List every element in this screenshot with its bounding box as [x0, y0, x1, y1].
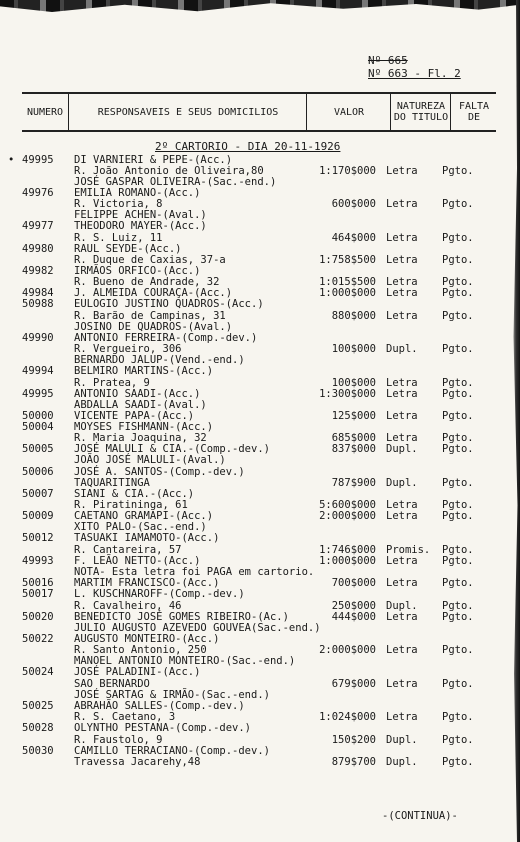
entry-value: 100$000 — [331, 343, 376, 355]
entry-text: R. S. Caetano, 3 — [74, 711, 176, 723]
entry-status: Pgto. — [442, 756, 474, 768]
entry-value: 150$200 — [331, 734, 376, 746]
entry-text: R. Victoria, 8 — [74, 198, 163, 210]
entry-text: TAQUARITINGA — [74, 477, 150, 489]
entry-value: 1:024$000 — [319, 711, 376, 723]
entry-type: Letra — [386, 644, 418, 656]
entry-text: R. Vergueiro, 306 — [74, 343, 182, 355]
entry-type: Letra — [386, 254, 418, 266]
entry-type: Dupl. — [386, 600, 418, 612]
entry-number: 49977 — [22, 220, 54, 232]
column-falta: FALTA DE — [450, 94, 497, 130]
entry-type: Dupl. — [386, 477, 418, 489]
entry-value: 1:000$000 — [319, 287, 376, 299]
column-valor: VALOR — [306, 94, 391, 130]
entry-type: Letra — [386, 165, 418, 177]
entry-status: Pgto. — [442, 410, 474, 422]
entry-text: R. Pratea, 9 — [74, 377, 150, 389]
entry-text: JOSÉ SARTAG & IRMÃO-(Sac.-end.) — [74, 689, 270, 701]
column-natureza: NATUREZA DO TITULO — [390, 94, 451, 130]
entry-type: Letra — [386, 678, 418, 690]
entry-status: Pgto. — [442, 499, 474, 511]
entry-number: 50017 — [22, 588, 54, 600]
entry-number: 50988 — [22, 298, 54, 310]
entry-type: Dupl. — [386, 443, 418, 455]
entry-value: 100$000 — [331, 377, 376, 389]
entry-number: 50000 — [22, 410, 54, 422]
entry-number: 50012 — [22, 532, 54, 544]
entry-text: L. KUSCHNAROFF-(Comp.-dev.) — [74, 588, 245, 600]
entry-type: Letra — [386, 377, 418, 389]
entry-value: 837$000 — [331, 443, 376, 455]
entry-text: Travessa Jacarehy,48 — [74, 756, 201, 768]
entry-text: CAMILLO TERRACIANO-(Comp.-dev.) — [74, 745, 270, 757]
entry-type: Letra — [386, 410, 418, 422]
entry-number: 50025 — [22, 700, 54, 712]
torn-edge-top — [0, 0, 520, 16]
entry-status: Pgto. — [442, 577, 474, 589]
entry-number: 49982 — [22, 265, 54, 277]
entry-status: Pgto. — [442, 432, 474, 444]
entry-status: Pgto. — [442, 287, 474, 299]
section-title: 2º CARTORIO - DIA 20-11-1926 — [155, 140, 341, 153]
entry-type: Letra — [386, 198, 418, 210]
entry-number: 50020 — [22, 611, 54, 623]
entry-text: MOYSES FISHMANN-(Acc.) — [74, 421, 214, 433]
entry-type: Dupl. — [386, 734, 418, 746]
entry-text: JOSINO DE QUADROS-(Aval.) — [74, 321, 233, 333]
entry-text: OLYNTHO PESTANA-(Comp.-dev.) — [74, 722, 252, 734]
entry-type: Letra — [386, 555, 418, 567]
entry-number: 49995 — [22, 388, 54, 400]
entry-text: TASUAKI IAMAMOTO-(Acc.) — [74, 532, 220, 544]
entry-text: JOSÉ PALADINI-(Acc.) — [74, 666, 201, 678]
entry-number: 50007 — [22, 488, 54, 500]
continue-note: -(CONTINUA)- — [382, 810, 458, 822]
entry-text: R. Barão de Campinas, 31 — [74, 310, 226, 322]
entry-value: 1:300$000 — [319, 388, 376, 400]
entry-status: Pgto. — [442, 477, 474, 489]
entry-type: Letra — [386, 432, 418, 444]
entry-status: Pgto. — [442, 310, 474, 322]
entry-text: JOÃO JOSÉ MALULI-(Aval.) — [74, 454, 226, 466]
entry-status: Pgto. — [442, 198, 474, 210]
entry-type: Letra — [386, 287, 418, 299]
entry-text: CAETANO GRAMAPI-(Acc.) — [74, 510, 214, 522]
entry-value: 700$000 — [331, 577, 376, 589]
entry-text: ANTONIO SAADI-(Acc.) — [74, 388, 201, 400]
entry-text: MANOEL ANTONIO MONTEIRO-(Sac.-end.) — [74, 655, 296, 667]
entry-value: 685$000 — [331, 432, 376, 444]
entry-status: Pgto. — [442, 678, 474, 690]
entry-type: Letra — [386, 510, 418, 522]
column-responsaveis: RESPONSAVEIS E SEUS DOMICILIOS — [68, 94, 307, 130]
entry-type: Letra — [386, 611, 418, 623]
entry-status: Pgto. — [442, 644, 474, 656]
entry-status: Pgto. — [442, 165, 474, 177]
entry-type: Promis. — [386, 544, 431, 556]
entry-text: BELMIRO MARTINS-(Acc.) — [74, 365, 214, 377]
entry-status: Pgto. — [442, 611, 474, 623]
torn-edge-right — [510, 0, 520, 842]
entry-type: Letra — [386, 276, 418, 288]
entry-text: R. Bueno de Andrade, 32 — [74, 276, 220, 288]
entry-number: 49990 — [22, 332, 54, 344]
entry-value: 1:746$000 — [319, 544, 376, 556]
entry-text: R. Faustolo, 9 — [74, 734, 163, 746]
column-header — [22, 92, 496, 132]
entry-number: 50022 — [22, 633, 54, 645]
entry-type: Letra — [386, 711, 418, 723]
entry-value: 464$000 — [331, 232, 376, 244]
entry-type: Letra — [386, 499, 418, 511]
entry-status: Pgto. — [442, 388, 474, 400]
entry-text: R. João Antonio de Oliveira,80 — [74, 165, 264, 177]
entry-value: 600$000 — [331, 198, 376, 210]
entry-status: Pgto. — [442, 600, 474, 612]
entry-text: AUGUSTO MONTEIRO-(Acc.) — [74, 633, 220, 645]
entry-number: 50016 — [22, 577, 54, 589]
entry-type: Dupl. — [386, 343, 418, 355]
entry-type: Letra — [386, 388, 418, 400]
entry-value: 1:170$000 — [319, 165, 376, 177]
entry-status: Pgto. — [442, 377, 474, 389]
entry-text: R. S. Luiz, 11 — [74, 232, 163, 244]
entry-status: Pgto. — [442, 544, 474, 556]
entry-text: R. Cavalheiro, 46 — [74, 600, 182, 612]
entry-text: R. Cantareira, 57 — [74, 544, 182, 556]
entry-text: R. Piratininga, 61 — [74, 499, 188, 511]
entry-type: Letra — [386, 310, 418, 322]
entry-value: 5:600$000 — [319, 499, 376, 511]
entry-text: FELIPPE ACHEN-(Aval.) — [74, 209, 207, 221]
entry-text: THEODORO MAYER-(Acc.) — [74, 220, 207, 232]
entry-text: J. ALMEIDA COURAÇA-(Acc.) — [74, 287, 233, 299]
entry-value: 1:000$000 — [319, 555, 376, 567]
entry-value: 444$000 — [331, 611, 376, 623]
entry-text: SAO BERNARDO — [74, 678, 150, 690]
entry-text: SIANI & CIA.-(Acc.) — [74, 488, 195, 500]
entry-value: 879$700 — [331, 756, 376, 768]
entry-status: Pgto. — [442, 734, 474, 746]
reference-number-old: Nº 665 — [368, 54, 408, 67]
entry-number: 50024 — [22, 666, 54, 678]
entry-text: EULOGIO JUSTINO QUADROS-(Acc.) — [74, 298, 264, 310]
entry-text: BENEDICTO JOSÉ GOMES RIBEIRO-(Ac.) — [74, 611, 289, 623]
entry-text: ABRAHÃO SALLES-(Comp.-dev.) — [74, 700, 245, 712]
entry-text: XITO PALO-(Sac.-end.) — [74, 521, 207, 533]
entry-text: BERNARDO JALUP-(Vend.-end.) — [74, 354, 245, 366]
entry-number: 49995 — [22, 154, 54, 166]
entry-value: 787$900 — [331, 477, 376, 489]
entry-number: 49984 — [22, 287, 54, 299]
entry-text: R. Duque de Caxias, 37-a — [74, 254, 226, 266]
entry-number: 50006 — [22, 466, 54, 478]
entry-value: 679$000 — [331, 678, 376, 690]
entry-text: EMILIA ROMANO-(Acc.) — [74, 187, 201, 199]
entry-status: Pgto. — [442, 711, 474, 723]
entry-type: Letra — [386, 577, 418, 589]
entry-text: NOTA- Esta letra foi PAGA em cartorio. — [74, 566, 315, 578]
entry-text: ABDALLA SAADI-(Aval.) — [74, 399, 207, 411]
entry-status: Pgto. — [442, 555, 474, 567]
entry-text: JOSÉ MALULI & CIA.-(Comp.-dev.) — [74, 443, 270, 455]
entry-text: IRMÃOS ORFICO-(Acc.) — [74, 265, 201, 277]
entry-text: R. Maria Joaquina, 32 — [74, 432, 207, 444]
entry-text: JULIO AUGUSTO AZEVEDO GOUVEA(Sac.-end.) — [74, 622, 321, 634]
entry-status: Pgto. — [442, 343, 474, 355]
entry-status: Pgto. — [442, 510, 474, 522]
entry-text: MARTIM FRANCISCO-(Acc.) — [74, 577, 220, 589]
entry-value: 2:000$000 — [319, 644, 376, 656]
entry-text: RAUL SEYDE-(Acc.) — [74, 243, 182, 255]
entry-number: 50030 — [22, 745, 54, 757]
entry-value: 125$000 — [331, 410, 376, 422]
entry-value: 1:758$500 — [319, 254, 376, 266]
entry-number: 49976 — [22, 187, 54, 199]
entry-type: Dupl. — [386, 756, 418, 768]
entry-text: ANTONIO FERREIRA-(Comp.-dev.) — [74, 332, 258, 344]
entry-value: 250$000 — [331, 600, 376, 612]
entry-number: 49994 — [22, 365, 54, 377]
entry-number: 50004 — [22, 421, 54, 433]
entry-number: 50028 — [22, 722, 54, 734]
entry-number: 50009 — [22, 510, 54, 522]
reference-number: Nº 663 - Fl. 2 — [368, 67, 461, 80]
entry-status: Pgto. — [442, 232, 474, 244]
margin-dot: • — [8, 154, 15, 166]
entry-value: 1:015$500 — [319, 276, 376, 288]
entry-value: 880$000 — [331, 310, 376, 322]
entry-text: VICENTE PAPA-(Acc.) — [74, 410, 195, 422]
entry-number: 50005 — [22, 443, 54, 455]
entry-status: Pgto. — [442, 276, 474, 288]
entry-text: JOSÉ GASPAR OLIVEIRA-(Sac.-end.) — [74, 176, 277, 188]
entry-number: 49980 — [22, 243, 54, 255]
entry-type: Letra — [386, 232, 418, 244]
entry-status: Pgto. — [442, 254, 474, 266]
entry-text: JOSÉ A. SANTOS-(Comp.-dev.) — [74, 466, 245, 478]
column-numero: NUMERO — [26, 106, 64, 118]
entry-value: 2:000$000 — [319, 510, 376, 522]
entry-text: F. LEÃO NETTO-(Acc.) — [74, 555, 201, 567]
entry-number: 49993 — [22, 555, 54, 567]
entry-status: Pgto. — [442, 443, 474, 455]
entry-text: R. Santo Antonio, 250 — [74, 644, 207, 656]
entry-text: DI VARNIERI & PEPE-(Acc.) — [74, 154, 233, 166]
